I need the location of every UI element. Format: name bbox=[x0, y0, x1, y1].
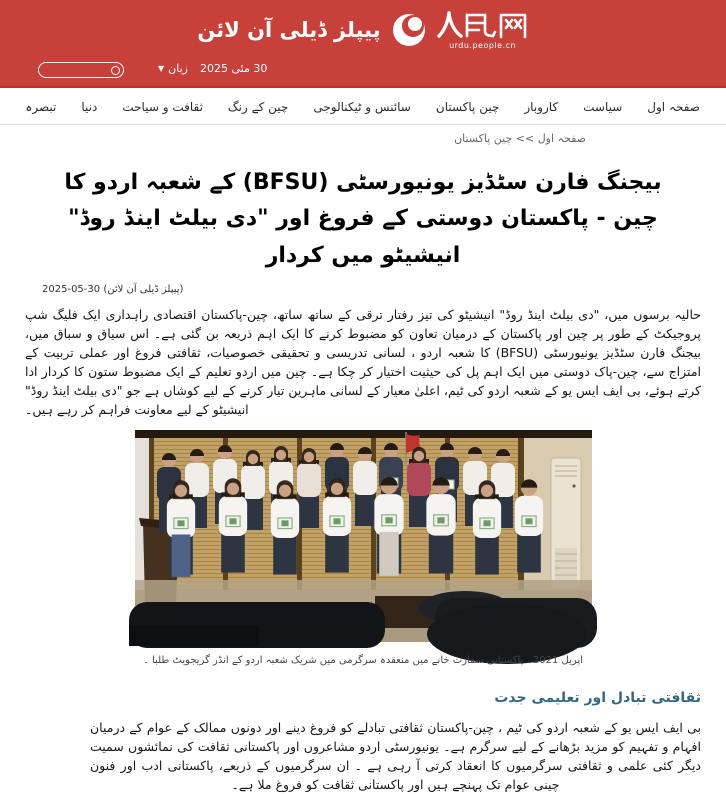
chinese-logo-block bbox=[437, 10, 529, 50]
nav-item-china-pakistan[interactable]: چین پاکستان bbox=[436, 100, 500, 114]
nav-item-politics[interactable]: سیاست bbox=[583, 100, 622, 114]
language-label: زبان bbox=[168, 62, 188, 75]
header-utility-row bbox=[0, 60, 726, 82]
header-date: 30 مئی 2025 bbox=[200, 62, 267, 75]
article-byline: (پیپلز ڈیلی آن لائن) 30-05-2025 bbox=[0, 284, 726, 295]
photo-caption: اپریل 2021 ، پاکستانی سفارت خانے میں منعقدہ سرگرمی میں شریک شعبہ اردو کے انڈر گریجویٹ طلبا ۔ bbox=[135, 655, 592, 666]
chinese-logotype-icon bbox=[437, 10, 529, 40]
main-nav bbox=[0, 88, 726, 122]
site-url[interactable]: urdu.people.cn bbox=[449, 41, 516, 50]
nav-item-science-technology[interactable]: سائنس و ٹیکنالوجی bbox=[313, 100, 411, 114]
article-subheading: ثقافتی تبادل اور تعلیمی جدت bbox=[25, 690, 701, 706]
breadcrumb[interactable]: صفحہ اول >> چین پاکستان bbox=[0, 125, 726, 151]
language-dropdown[interactable] bbox=[158, 62, 188, 75]
brand-block bbox=[0, 0, 726, 50]
nav-item-colors-of-china[interactable]: چین کے رنگ bbox=[228, 100, 288, 114]
article-paragraph-2: بی ایف ایس یو کے شعبہ اردو کی ٹیم ، چین-پاکستان ثقافتی تبادلے کو فروغ دینے اور دونوں ممالک کے عوام کے درمیان افہام و تفہیم کو مزید بڑھانے کے لیے سرگرم ہے۔ یونیورسٹی اردو مشاعروں اور پاکستانی ثقافت کی نمائشوں سمیت دیگر کئی علمی و ثقافتی سرگرمیوں کا انعقاد کرتی آ رہی ہے ۔ ان سرگرمیوں کے ذریعے، پاکستانی ادب اور فنون چینی عوام تک پہنچے ہیں اور پاکستانی ثقافت کو فروغ ملا ہے۔ bbox=[90, 718, 701, 794]
chevron-down-icon: ▼ bbox=[158, 64, 164, 73]
site-title-urdu: پیپلز ڈیلی آن لائن bbox=[197, 10, 380, 50]
article-photo bbox=[135, 430, 592, 666]
group-photo-illustration bbox=[135, 430, 592, 642]
nav-item-culture-tourism[interactable]: ثقافت و سیاحت bbox=[122, 100, 203, 114]
search-box[interactable] bbox=[38, 62, 124, 78]
search-input[interactable] bbox=[49, 64, 111, 76]
nav-item-commentary[interactable]: تبصرہ bbox=[25, 100, 56, 114]
nav-item-business[interactable]: کاروبار bbox=[524, 100, 558, 114]
peoples-daily-logo-icon[interactable] bbox=[391, 12, 427, 48]
site-header bbox=[0, 0, 726, 88]
air-conditioner bbox=[551, 458, 581, 588]
nav-item-world[interactable]: دنیا bbox=[81, 100, 97, 114]
search-icon[interactable] bbox=[111, 66, 120, 75]
nav-item-home[interactable]: صفحہ اول bbox=[647, 100, 700, 114]
article-title: بیجنگ فارن سٹڈیز یونیورسٹی (BFSU) کے شعبہ اردو کا چین - پاکستان دوستی کے فروغ اور "دی بیلٹ اینڈ روڈ" انیشیٹو میں کردار bbox=[63, 165, 663, 274]
article-paragraph-1: حالیہ برسوں میں، "دی بیلٹ اینڈ روڈ" انیشیٹو کی تیز رفتار ترقی کے ساتھ ساتھ، چین-پاکستان اقتصادی راہداری ایک فلیگ شپ پروجیکٹ کے طور پر چین اور پاکستان کے درمیان تعاون کو مضبوط کرنے کا ایک اہم ذریعہ بن گئی ہے۔ اس سیاق و سباق میں، بیجنگ فارن سٹڈیز یونیورسٹی (BFSU) کا شعبہ اردو ، لسانی تدریسی و تحقیقی خصوصیات، ثقافتی فروغ اور عملی تربیت کے امتزاج سے، چین-پاک دوستی میں ایک اہم پل کی حیثیت اختیار کر چکا ہے۔ چین میں اردو تعلیم کے ایک مضبوط ستون کا کردار ادا کرتے ہوئے، بی ایف ایس یو کے شعبہ اردو کی ٹیم، اعلیٰ معیار کے لسانی ماہرین تیار کرنے کے لیے کوشاں ہے جو "دی بیلٹ اینڈ روڈ" انیشیٹو کے لیے معاونت فراہم کر رہے ہیں۔ bbox=[25, 305, 701, 419]
